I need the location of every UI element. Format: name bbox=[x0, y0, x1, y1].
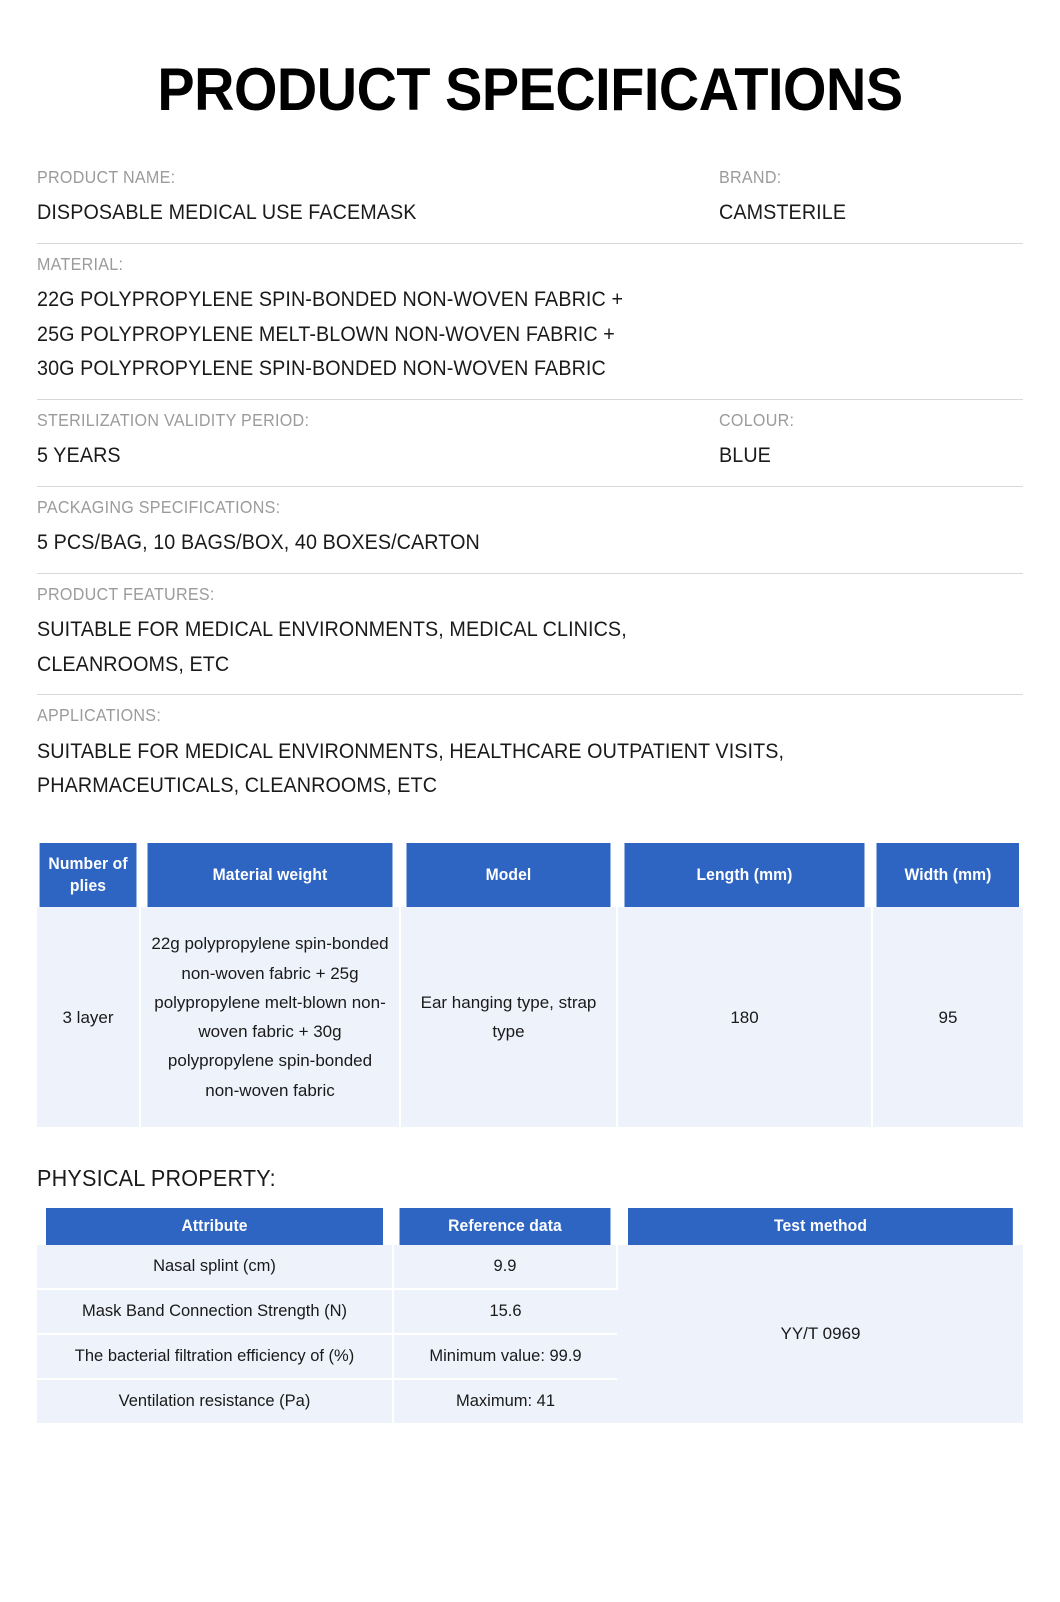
specification-table bbox=[37, 843, 1023, 1127]
th-model: Model bbox=[405, 843, 611, 908]
applications-label: APPLICATIONS: bbox=[37, 705, 162, 726]
cell-model: Ear hanging type, strap type bbox=[400, 907, 617, 1126]
brand-value: CAMSTERILE bbox=[719, 201, 847, 225]
features-line-1: SUITABLE FOR MEDICAL ENVIRONMENTS, MEDICAL CLINICS, bbox=[37, 618, 627, 642]
cell-attribute: Mask Band Connection Strength (N) bbox=[37, 1289, 393, 1334]
sterilization-value: 5 YEARS bbox=[37, 444, 121, 468]
colour-value: BLUE bbox=[719, 444, 771, 468]
spec-field-material bbox=[37, 251, 1023, 387]
product-name-value: DISPOSABLE MEDICAL USE FACEMASK bbox=[37, 201, 417, 225]
th-number-of-plies: Number of plies bbox=[40, 843, 138, 908]
cell-material-weight: 22g polypropylene spin-bonded non-woven fabric + 25g polypropylene melt-blown non-woven fabric + 30g polypropylene spin-bonded non-woven fabric bbox=[140, 907, 400, 1126]
spec-field-colour bbox=[719, 407, 1023, 474]
spec-table-header-row bbox=[37, 843, 1023, 908]
applications-value bbox=[37, 735, 964, 804]
material-value bbox=[37, 283, 964, 387]
spec-field-packaging bbox=[37, 494, 1023, 561]
table-row bbox=[37, 1245, 1023, 1289]
features-label: PRODUCT FEATURES: bbox=[37, 583, 215, 604]
cell-length: 180 bbox=[617, 907, 872, 1126]
th-width: Width (mm) bbox=[876, 843, 1019, 908]
th-reference-data: Reference data bbox=[399, 1208, 612, 1245]
cell-width: 95 bbox=[872, 907, 1023, 1126]
colour-label: COLOUR: bbox=[719, 410, 795, 431]
features-line-2: CLEANROOMS, ETC bbox=[37, 652, 230, 676]
cell-reference-data: Maximum: 41 bbox=[393, 1379, 617, 1423]
material-line-3: 30G POLYPROPYLENE SPIN-BONDED NON-WOVEN FABRIC bbox=[37, 357, 606, 381]
spec-row-material bbox=[37, 243, 1023, 399]
material-line-2: 25G POLYPROPYLENE MELT-BLOWN NON-WOVEN FABRIC + bbox=[37, 322, 615, 346]
cell-reference-data: Minimum value: 99.9 bbox=[393, 1334, 617, 1379]
phys-table-header-row bbox=[37, 1208, 1023, 1245]
material-line-1: 22G POLYPROPYLENE SPIN-BONDED NON-WOVEN FABRIC + bbox=[37, 288, 624, 312]
spec-row-applications bbox=[37, 694, 1023, 816]
cell-reference-data: 15.6 bbox=[393, 1289, 617, 1334]
th-length: Length (mm) bbox=[623, 843, 865, 908]
spec-field-applications bbox=[37, 702, 1023, 804]
spec-field-sterilization bbox=[37, 407, 719, 474]
spec-field-product-name bbox=[37, 164, 719, 231]
physical-property-table bbox=[37, 1208, 1023, 1423]
spec-row-sterilization-colour bbox=[37, 399, 1023, 486]
th-attribute: Attribute bbox=[46, 1208, 384, 1245]
material-label: MATERIAL: bbox=[37, 253, 124, 274]
packaging-value: 5 PCS/BAG, 10 BAGS/BOX, 40 BOXES/CARTON bbox=[37, 531, 480, 555]
product-name-label: PRODUCT NAME: bbox=[37, 167, 176, 187]
th-material-weight: Material weight bbox=[147, 843, 394, 908]
cell-reference-data: 9.9 bbox=[393, 1245, 617, 1289]
specification-list bbox=[37, 157, 1023, 816]
spec-row-features bbox=[37, 573, 1023, 695]
page-title: PRODUCT SPECIFICATIONS bbox=[157, 56, 903, 123]
sterilization-label: STERILIZATION VALIDITY PERIOD: bbox=[37, 410, 310, 431]
spec-field-brand bbox=[719, 164, 1023, 231]
physical-property-heading: PHYSICAL PROPERTY: bbox=[37, 1164, 276, 1191]
features-value bbox=[37, 613, 964, 682]
th-test-method: Test method bbox=[627, 1208, 1013, 1245]
brand-label: BRAND: bbox=[719, 167, 782, 187]
spec-field-features bbox=[37, 581, 1023, 683]
cell-attribute: Nasal splint (cm) bbox=[37, 1245, 393, 1289]
packaging-label: PACKAGING SPECIFICATIONS: bbox=[37, 496, 281, 517]
spec-row-packaging bbox=[37, 486, 1023, 573]
cell-number-of-plies: 3 layer bbox=[37, 907, 140, 1126]
spec-row-product-name-brand bbox=[37, 157, 1023, 243]
applications-line-1: SUITABLE FOR MEDICAL ENVIRONMENTS, HEALTHCARE OUTPATIENT VISITS, bbox=[37, 739, 785, 763]
applications-line-2: PHARMACEUTICALS, CLEANROOMS, ETC bbox=[37, 774, 438, 798]
table-row bbox=[37, 907, 1023, 1126]
cell-attribute: Ventilation resistance (Pa) bbox=[37, 1379, 393, 1423]
cell-attribute: The bacterial filtration efficiency of (%) bbox=[37, 1334, 393, 1379]
cell-test-method: YY/T 0969 bbox=[617, 1245, 1023, 1423]
